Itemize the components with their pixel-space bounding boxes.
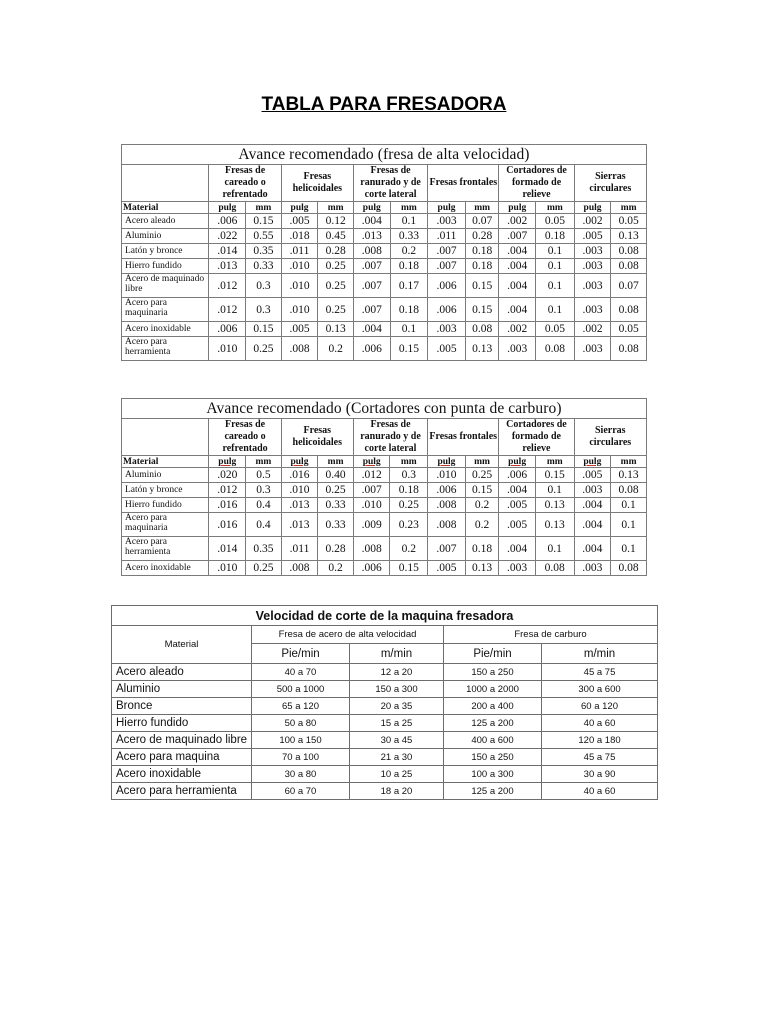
table-caption: Avance recomendado (Cortadores con punta de carburo) — [122, 399, 647, 419]
value-cell: 0.1 — [536, 274, 575, 298]
unit-header: pulg — [281, 202, 318, 214]
value-cell: .002 — [574, 214, 611, 229]
value-cell: .005 — [499, 513, 536, 537]
table-row — [122, 513, 647, 537]
value-cell: .007 — [353, 259, 390, 274]
material-cell: Latón y bronce — [122, 483, 209, 498]
value-cell: .003 — [574, 274, 611, 298]
table-row — [122, 498, 647, 513]
value-cell: .010 — [428, 468, 466, 483]
value-cell: 0.25 — [318, 483, 354, 498]
value-cell: 20 a 35 — [350, 698, 444, 715]
value-cell: .006 — [209, 322, 246, 337]
unit-header: mm — [536, 202, 575, 214]
group-header-circular-saw: Sierras circulares — [574, 419, 646, 456]
value-cell: 0.1 — [611, 537, 647, 561]
value-cell: 300 a 600 — [542, 681, 658, 698]
value-cell: 0.07 — [611, 274, 647, 298]
material-cell: Latón y bronce — [122, 244, 209, 259]
value-cell: 0.08 — [611, 483, 647, 498]
table-row — [122, 561, 647, 576]
value-cell: 0.08 — [536, 337, 575, 361]
material-cell: Aluminio — [122, 229, 209, 244]
cutting-speed-table — [111, 605, 658, 800]
value-cell: .016 — [209, 513, 246, 537]
value-cell: 0.28 — [465, 229, 499, 244]
value-cell: 0.13 — [318, 322, 354, 337]
value-cell: 0.25 — [390, 498, 428, 513]
unit-header: mm — [318, 202, 354, 214]
table-row — [122, 229, 647, 244]
group-header-face-mill: Fresas de careado o refrentado — [209, 419, 281, 456]
material-cell: Acero para maquinaria — [122, 513, 209, 537]
value-cell: .003 — [574, 561, 611, 576]
value-cell: .016 — [281, 468, 318, 483]
table-caption: Avance recomendado (fresa de alta velocidad) — [122, 145, 647, 165]
value-cell: 0.13 — [535, 498, 574, 513]
value-cell: 0.2 — [390, 244, 428, 259]
value-cell: 0.08 — [611, 244, 647, 259]
unit-header: pulg — [499, 456, 536, 468]
value-cell: 40 a 70 — [252, 664, 350, 681]
value-cell: 200 a 400 — [444, 698, 542, 715]
value-cell: .011 — [281, 244, 318, 259]
value-cell: .004 — [499, 274, 536, 298]
value-cell: 0.07 — [465, 214, 499, 229]
value-cell: .007 — [428, 244, 466, 259]
value-cell: 0.2 — [318, 561, 354, 576]
unit-header: pulg — [281, 456, 318, 468]
value-cell: .007 — [428, 259, 466, 274]
value-cell: .013 — [209, 259, 246, 274]
value-cell: 150 a 250 — [444, 749, 542, 766]
value-cell: .006 — [499, 468, 536, 483]
value-cell: 0.15 — [390, 337, 428, 361]
value-cell: .006 — [353, 561, 390, 576]
value-cell: 0.3 — [246, 298, 282, 322]
value-cell: .002 — [499, 214, 536, 229]
unit-header: mm — [465, 202, 499, 214]
material-cell: Acero de maquinado libre — [112, 732, 252, 749]
value-cell: .008 — [353, 244, 390, 259]
unit-header: pulg — [499, 202, 536, 214]
feed-table-carbide — [121, 398, 647, 576]
value-cell: .008 — [281, 561, 318, 576]
material-cell: Acero aleado — [122, 214, 209, 229]
value-cell: 0.33 — [318, 513, 354, 537]
value-cell: .010 — [353, 498, 390, 513]
value-cell: 0.15 — [246, 322, 282, 337]
value-cell: .006 — [428, 298, 466, 322]
value-cell: 0.15 — [246, 214, 282, 229]
table-row — [112, 783, 658, 800]
value-cell: .005 — [281, 322, 318, 337]
feed-table-hss — [121, 144, 647, 361]
value-cell: .002 — [499, 322, 536, 337]
blank-header-cell — [122, 165, 209, 202]
material-cell: Acero para herramienta — [112, 783, 252, 800]
value-cell: 0.15 — [465, 298, 499, 322]
value-cell: 0.3 — [246, 483, 282, 498]
value-cell: 0.4 — [246, 513, 282, 537]
unit-header: pulg — [574, 202, 611, 214]
table-row — [122, 214, 647, 229]
value-cell: .004 — [499, 259, 536, 274]
value-cell: 0.1 — [536, 259, 575, 274]
value-cell: .008 — [428, 513, 466, 537]
value-cell: 0.1 — [611, 498, 647, 513]
material-cell: Acero para herramienta — [122, 337, 209, 361]
value-cell: 0.15 — [465, 483, 499, 498]
value-cell: 0.35 — [246, 537, 282, 561]
blank-header-cell — [122, 419, 209, 456]
value-cell: 10 a 25 — [350, 766, 444, 783]
value-cell: 0.33 — [390, 229, 428, 244]
value-cell: 65 a 120 — [252, 698, 350, 715]
group-header-form-relief: Cortadores de formado de relieve — [499, 419, 574, 456]
value-cell: .010 — [281, 483, 318, 498]
value-cell: 0.4 — [246, 498, 282, 513]
value-cell: .022 — [209, 229, 246, 244]
value-cell: 0.35 — [246, 244, 282, 259]
value-cell: 0.25 — [318, 274, 354, 298]
value-cell: 120 a 180 — [542, 732, 658, 749]
table-row — [122, 298, 647, 322]
value-cell: 0.3 — [246, 274, 282, 298]
value-cell: .006 — [428, 274, 466, 298]
value-cell: 0.08 — [611, 259, 647, 274]
unit-header: Pie/min — [252, 644, 350, 664]
value-cell: .012 — [209, 274, 246, 298]
value-cell: .003 — [428, 322, 466, 337]
value-cell: 0.18 — [390, 259, 428, 274]
value-cell: 0.45 — [318, 229, 354, 244]
value-cell: 0.2 — [318, 337, 354, 361]
material-cell: Acero para maquina — [112, 749, 252, 766]
unit-header: pulg — [574, 456, 611, 468]
value-cell: .010 — [209, 337, 246, 361]
value-cell: 0.1 — [536, 298, 575, 322]
value-cell: 0.1 — [390, 322, 428, 337]
value-cell: .020 — [209, 468, 246, 483]
value-cell: 0.1 — [535, 483, 574, 498]
unit-header: pulg — [353, 456, 390, 468]
material-cell: Acero inoxidable — [122, 322, 209, 337]
value-cell: .012 — [209, 483, 246, 498]
group-header-helical: Fresas helicoidales — [281, 165, 353, 202]
value-cell: 0.15 — [390, 561, 428, 576]
value-cell: 0.18 — [465, 537, 499, 561]
value-cell: 0.3 — [390, 468, 428, 483]
value-cell: 0.18 — [465, 244, 499, 259]
material-cell: Acero inoxidable — [122, 561, 209, 576]
table-row — [122, 274, 647, 298]
value-cell: 0.2 — [465, 513, 499, 537]
group-header-carbide: Fresa de carburo — [444, 626, 658, 644]
value-cell: 60 a 120 — [542, 698, 658, 715]
table-row — [122, 244, 647, 259]
unit-header: pulg — [428, 202, 466, 214]
value-cell: .011 — [281, 537, 318, 561]
value-cell: 0.18 — [465, 259, 499, 274]
table-row — [112, 715, 658, 732]
value-cell: 0.15 — [465, 274, 499, 298]
value-cell: .004 — [353, 214, 390, 229]
value-cell: .014 — [209, 537, 246, 561]
value-cell: 125 a 200 — [444, 783, 542, 800]
value-cell: .007 — [353, 274, 390, 298]
unit-header: mm — [318, 456, 354, 468]
value-cell: 0.18 — [390, 483, 428, 498]
value-cell: .006 — [353, 337, 390, 361]
value-cell: .007 — [499, 229, 536, 244]
table-row — [112, 749, 658, 766]
value-cell: 0.1 — [611, 513, 647, 537]
value-cell: 400 a 600 — [444, 732, 542, 749]
material-cell: Hierro fundido — [112, 715, 252, 732]
value-cell: 15 a 25 — [350, 715, 444, 732]
value-cell: 0.25 — [246, 337, 282, 361]
value-cell: 60 a 70 — [252, 783, 350, 800]
value-cell: .010 — [281, 298, 318, 322]
value-cell: 0.13 — [465, 337, 499, 361]
table-row — [122, 468, 647, 483]
unit-header: mm — [390, 202, 428, 214]
table-caption: Velocidad de corte de la maquina fresadora — [112, 606, 658, 626]
value-cell: 0.13 — [465, 561, 499, 576]
group-header-end-mill: Fresas frontales — [428, 165, 499, 202]
table-row — [112, 681, 658, 698]
value-cell: .004 — [574, 537, 611, 561]
value-cell: .008 — [428, 498, 466, 513]
value-cell: 40 a 60 — [542, 783, 658, 800]
material-cell: Acero para maquinaria — [122, 298, 209, 322]
value-cell: 0.33 — [246, 259, 282, 274]
unit-header: mm — [611, 202, 647, 214]
material-cell: Acero aleado — [112, 664, 252, 681]
value-cell: 0.2 — [390, 537, 428, 561]
value-cell: 500 a 1000 — [252, 681, 350, 698]
value-cell: .011 — [428, 229, 466, 244]
value-cell: .004 — [499, 483, 536, 498]
value-cell: 0.13 — [535, 513, 574, 537]
material-cell: Hierro fundido — [122, 498, 209, 513]
value-cell: 70 a 100 — [252, 749, 350, 766]
value-cell: .013 — [281, 498, 318, 513]
value-cell: .004 — [499, 244, 536, 259]
value-cell: .014 — [209, 244, 246, 259]
value-cell: .004 — [353, 322, 390, 337]
value-cell: .016 — [209, 498, 246, 513]
value-cell: .005 — [281, 214, 318, 229]
value-cell: 0.18 — [390, 298, 428, 322]
material-cell: Acero de maquinado libre — [122, 274, 209, 298]
value-cell: 0.40 — [318, 468, 354, 483]
value-cell: 100 a 300 — [444, 766, 542, 783]
value-cell: 30 a 45 — [350, 732, 444, 749]
value-cell: 0.25 — [318, 298, 354, 322]
value-cell: .003 — [499, 337, 536, 361]
value-cell: 0.05 — [611, 322, 647, 337]
table-row — [112, 766, 658, 783]
material-cell: Bronce — [112, 698, 252, 715]
value-cell: .003 — [574, 337, 611, 361]
material-column-header: Material — [112, 626, 252, 664]
value-cell: 0.17 — [390, 274, 428, 298]
value-cell: .005 — [428, 561, 466, 576]
value-cell: .004 — [574, 498, 611, 513]
value-cell: .003 — [499, 561, 536, 576]
value-cell: .003 — [574, 298, 611, 322]
value-cell: 40 a 60 — [542, 715, 658, 732]
table-row — [112, 698, 658, 715]
value-cell: .005 — [574, 229, 611, 244]
value-cell: 100 a 150 — [252, 732, 350, 749]
value-cell: 0.08 — [535, 561, 574, 576]
value-cell: 0.08 — [465, 322, 499, 337]
material-column-header: Material — [122, 202, 209, 214]
value-cell: 0.5 — [246, 468, 282, 483]
value-cell: .004 — [574, 513, 611, 537]
value-cell: 30 a 80 — [252, 766, 350, 783]
value-cell: 0.23 — [390, 513, 428, 537]
value-cell: .006 — [209, 214, 246, 229]
value-cell: 0.28 — [318, 537, 354, 561]
value-cell: .018 — [281, 229, 318, 244]
value-cell: 0.05 — [611, 214, 647, 229]
table-row — [122, 537, 647, 561]
table-row — [122, 322, 647, 337]
material-column-header: Material — [122, 456, 209, 468]
value-cell: 0.13 — [611, 468, 647, 483]
value-cell: 0.1 — [536, 244, 575, 259]
value-cell: .007 — [353, 298, 390, 322]
group-header-slotting: Fresas de ranurado y de corte lateral — [353, 165, 427, 202]
group-header-hss: Fresa de acero de alta velocidad — [252, 626, 444, 644]
value-cell: 21 a 30 — [350, 749, 444, 766]
value-cell: .013 — [353, 229, 390, 244]
value-cell: 0.12 — [318, 214, 354, 229]
value-cell: 30 a 90 — [542, 766, 658, 783]
unit-header: pulg — [353, 202, 390, 214]
unit-header: pulg — [428, 456, 466, 468]
value-cell: .002 — [574, 322, 611, 337]
unit-header: m/min — [350, 644, 444, 664]
value-cell: 0.08 — [611, 561, 647, 576]
value-cell: 45 a 75 — [542, 664, 658, 681]
table-row — [122, 259, 647, 274]
value-cell: .004 — [499, 537, 536, 561]
value-cell: .010 — [281, 259, 318, 274]
unit-header: mm — [390, 456, 428, 468]
material-cell: Aluminio — [112, 681, 252, 698]
value-cell: 0.2 — [465, 498, 499, 513]
value-cell: 0.55 — [246, 229, 282, 244]
value-cell: 0.1 — [390, 214, 428, 229]
value-cell: 1000 a 2000 — [444, 681, 542, 698]
value-cell: 0.05 — [536, 214, 575, 229]
value-cell: .008 — [281, 337, 318, 361]
value-cell: .010 — [281, 274, 318, 298]
material-cell: Acero inoxidable — [112, 766, 252, 783]
unit-header: mm — [246, 202, 282, 214]
table-row — [112, 664, 658, 681]
value-cell: 0.05 — [536, 322, 575, 337]
value-cell: .013 — [281, 513, 318, 537]
value-cell: .007 — [428, 537, 466, 561]
value-cell: 0.25 — [246, 561, 282, 576]
value-cell: .003 — [574, 259, 611, 274]
value-cell: 0.08 — [611, 337, 647, 361]
value-cell: .009 — [353, 513, 390, 537]
material-cell: Acero para herramienta — [122, 537, 209, 561]
group-header-circular-saw: Sierras circulares — [574, 165, 646, 202]
table-row — [112, 732, 658, 749]
value-cell: 45 a 75 — [542, 749, 658, 766]
unit-header: Pie/min — [444, 644, 542, 664]
group-header-face-mill: Fresas de careado o refrentado — [209, 165, 281, 202]
value-cell: 0.08 — [611, 298, 647, 322]
value-cell: 125 a 200 — [444, 715, 542, 732]
unit-header: mm — [611, 456, 647, 468]
value-cell: .010 — [209, 561, 246, 576]
value-cell: 150 a 250 — [444, 664, 542, 681]
value-cell: 50 a 80 — [252, 715, 350, 732]
group-header-helical: Fresas helicoidales — [281, 419, 353, 456]
table-row — [122, 483, 647, 498]
value-cell: .003 — [574, 483, 611, 498]
value-cell: 0.28 — [318, 244, 354, 259]
value-cell: 0.25 — [318, 259, 354, 274]
value-cell: .005 — [428, 337, 466, 361]
value-cell: .004 — [499, 298, 536, 322]
value-cell: 18 a 20 — [350, 783, 444, 800]
unit-header: mm — [246, 456, 282, 468]
value-cell: 0.25 — [465, 468, 499, 483]
group-header-form-relief: Cortadores de formado de relieve — [499, 165, 574, 202]
value-cell: .012 — [353, 468, 390, 483]
group-header-slotting: Fresas de ranurado y de corte lateral — [353, 419, 427, 456]
value-cell: .006 — [428, 483, 466, 498]
value-cell: .005 — [499, 498, 536, 513]
value-cell: 0.15 — [535, 468, 574, 483]
unit-header: pulg — [209, 202, 246, 214]
value-cell: .007 — [353, 483, 390, 498]
value-cell: 0.1 — [535, 537, 574, 561]
value-cell: .003 — [428, 214, 466, 229]
value-cell: 0.13 — [611, 229, 647, 244]
unit-header: pulg — [209, 456, 246, 468]
value-cell: 0.33 — [318, 498, 354, 513]
material-cell: Aluminio — [122, 468, 209, 483]
value-cell: 12 a 20 — [350, 664, 444, 681]
value-cell: .008 — [353, 537, 390, 561]
value-cell: 0.18 — [536, 229, 575, 244]
value-cell: .012 — [209, 298, 246, 322]
table-row — [122, 337, 647, 361]
value-cell: .003 — [574, 244, 611, 259]
value-cell: .005 — [574, 468, 611, 483]
unit-header: mm — [535, 456, 574, 468]
unit-header: m/min — [542, 644, 658, 664]
page-title: TABLA PARA FRESADORA — [261, 94, 507, 115]
unit-header: mm — [465, 456, 499, 468]
group-header-end-mill: Fresas frontales — [428, 419, 499, 456]
material-cell: Hierro fundido — [122, 259, 209, 274]
value-cell: 150 a 300 — [350, 681, 444, 698]
